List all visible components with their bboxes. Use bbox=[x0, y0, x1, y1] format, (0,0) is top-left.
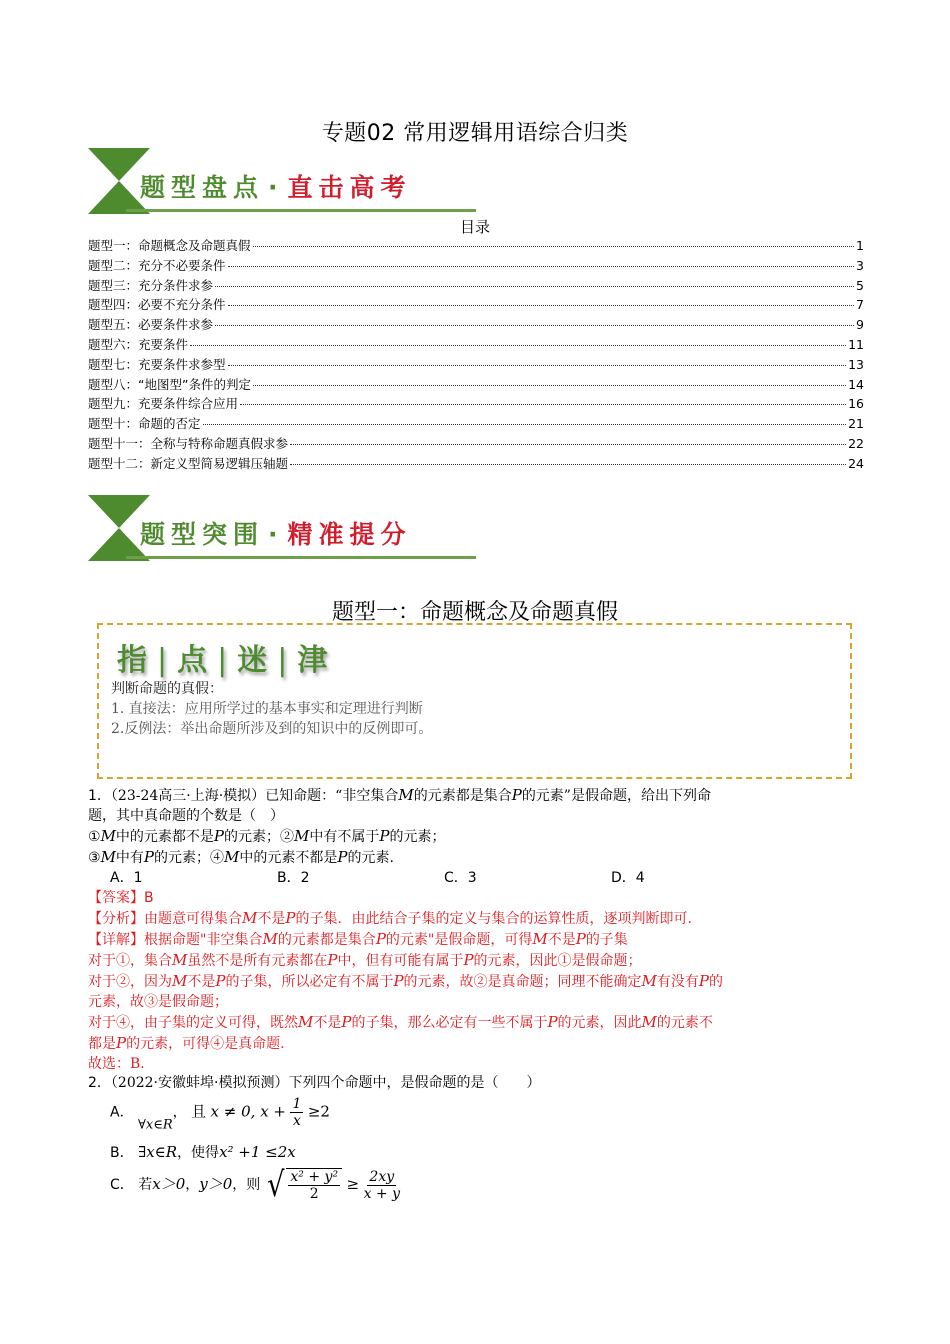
detail-text: 的元素，因此①是假命题； bbox=[473, 953, 642, 969]
fraction-numerator: 1 bbox=[292, 1096, 302, 1112]
stem-text: 的元素； bbox=[389, 829, 446, 845]
toc-item[interactable] bbox=[88, 236, 864, 256]
math-var: P bbox=[213, 827, 225, 845]
toc-item-page: 14 bbox=[848, 376, 864, 392]
table-of-contents bbox=[88, 236, 864, 474]
banner-dot: · bbox=[268, 173, 284, 202]
math-expression: ∃x∈R bbox=[138, 1143, 178, 1161]
detail-text: 对于①，集合 bbox=[88, 953, 172, 969]
toc-item-label: 题型九：充要条件综合应用 bbox=[88, 396, 239, 412]
math-var: M bbox=[242, 909, 258, 927]
stem-text: 已知命题：“非空集合 bbox=[265, 788, 399, 804]
toc-item-page: 5 bbox=[856, 277, 864, 293]
math-var: M bbox=[532, 930, 548, 948]
question-source: （23-24高三·上海·模拟） bbox=[110, 788, 266, 804]
toc-item-label: 题型二：充分不必要条件 bbox=[88, 257, 226, 273]
math-var: P bbox=[215, 972, 226, 990]
stem-text: ① bbox=[88, 829, 101, 845]
toc-item-label: 题型十二：新定义型简易逻辑压轴题 bbox=[88, 455, 289, 471]
tip-heading-char: 津 bbox=[297, 643, 332, 678]
stem-text: 题，其中真命题的个数是（ ） bbox=[88, 808, 284, 824]
math-var: P bbox=[393, 972, 404, 990]
analysis-text: 由题意可得集合 bbox=[144, 911, 242, 927]
toc-item-page: 3 bbox=[856, 257, 864, 273]
banner-green-text: 题型突围 bbox=[140, 520, 265, 549]
stem-text: 的元素；② bbox=[224, 829, 295, 845]
tip-separator: | bbox=[277, 643, 292, 678]
toc-item[interactable] bbox=[88, 355, 864, 375]
detail-text: 对于②，因为 bbox=[88, 974, 172, 990]
tip-heading-char: 指 bbox=[117, 643, 151, 678]
analysis bbox=[88, 908, 868, 929]
option-label: C． bbox=[110, 1177, 134, 1193]
tip-heading-char: 点 bbox=[177, 643, 212, 678]
stem-text: 的元素；④ bbox=[154, 850, 225, 866]
stem-text: 的元素”是假命题，给出下列命 bbox=[521, 788, 711, 804]
fraction bbox=[364, 1169, 400, 1202]
stem-text: ，使得 bbox=[177, 1145, 220, 1161]
math-var: P bbox=[698, 972, 709, 990]
toc-item[interactable] bbox=[88, 414, 864, 434]
math-var: P bbox=[379, 827, 390, 845]
stem-text: ，则 bbox=[232, 1177, 261, 1193]
section-title: 题型一：命题概念及命题真假 bbox=[331, 600, 618, 625]
math-var: P bbox=[341, 1013, 352, 1031]
detail-label: 【详解】 bbox=[88, 932, 144, 948]
option-b[interactable]: B．2 bbox=[277, 870, 310, 886]
detail-point-3 bbox=[88, 1012, 868, 1033]
toc-leader bbox=[215, 325, 854, 326]
math-var: P bbox=[575, 930, 586, 948]
detail-text: 的元素，可得④是真命题. bbox=[126, 1036, 285, 1052]
detail-text: 不是 bbox=[187, 974, 216, 990]
math-var: M bbox=[224, 848, 240, 866]
toc-item-page: 11 bbox=[848, 336, 864, 352]
question-2-stem bbox=[88, 1073, 868, 1093]
math-var: M bbox=[641, 972, 657, 990]
toc-item-label: 题型四：必要不充分条件 bbox=[88, 297, 226, 313]
tip-line: 2.反例法：举出命题所涉及到的知识中的反例即可。 bbox=[111, 721, 433, 737]
tip-line: 判断命题的真假： bbox=[111, 681, 223, 697]
tip-separator: | bbox=[217, 643, 232, 678]
detail-text: 不是 bbox=[313, 1015, 342, 1031]
question-2-option-a[interactable] bbox=[110, 1096, 330, 1133]
math-var: M bbox=[298, 1013, 314, 1031]
detail-text: 对于④，由子集的定义可得，既然 bbox=[88, 1015, 298, 1031]
math-expression: ≥2 bbox=[307, 1102, 330, 1121]
stem-text: 下列四个命题中，是假命题的是（ ） bbox=[288, 1075, 541, 1091]
conclusion: 故选：B. bbox=[88, 1056, 145, 1072]
math-var: M bbox=[172, 951, 188, 969]
banner-dot: · bbox=[268, 520, 284, 549]
banner-title bbox=[140, 515, 412, 551]
math-var: M bbox=[294, 827, 310, 845]
question-number: 2． bbox=[88, 1075, 111, 1091]
tip-line: 1. 直接法：应用所学过的基本事实和定理进行判断 bbox=[111, 701, 423, 717]
detail-text: 的子集，所以必定有不属于 bbox=[225, 974, 394, 990]
math-var: M bbox=[100, 827, 116, 845]
stem-text: 中有 bbox=[115, 850, 144, 866]
toc-item[interactable] bbox=[88, 454, 864, 474]
banner-breakthrough bbox=[88, 495, 478, 561]
toc-heading: 目录 bbox=[459, 218, 490, 236]
toc-leader bbox=[253, 385, 846, 386]
stem-text: 若 bbox=[138, 1177, 153, 1193]
detail-text: 有没有 bbox=[656, 974, 699, 990]
math-var: M bbox=[172, 972, 188, 990]
document-title: 专题02 常用逻辑用语综合归类 bbox=[321, 121, 629, 146]
toc-item[interactable] bbox=[88, 256, 864, 276]
toc-item-label: 题型十一：全称与特称命题真假求参 bbox=[88, 435, 289, 451]
toc-item[interactable] bbox=[88, 295, 864, 315]
option-d[interactable]: D．4 bbox=[611, 870, 645, 886]
detail-text: 的元素不 bbox=[656, 1015, 713, 1031]
math-expression: x＞0 bbox=[152, 1175, 186, 1193]
question-number: 1． bbox=[88, 788, 111, 804]
toc-leader bbox=[290, 464, 846, 465]
analysis-label: 【分析】 bbox=[88, 911, 144, 927]
math-expression: ∀x∈R bbox=[138, 1117, 173, 1133]
answer-label: 【答案】 bbox=[88, 890, 144, 906]
toc-item-label: 题型七：充要条件求参型 bbox=[88, 356, 226, 372]
banner-question-types-overview bbox=[88, 148, 478, 214]
toc-leader bbox=[240, 404, 846, 405]
detail-text: 虽然不是所有元素都在 bbox=[187, 953, 328, 969]
toc-leader bbox=[228, 266, 855, 267]
banner-underline bbox=[126, 209, 476, 212]
detail-text: 的 bbox=[709, 974, 723, 990]
tip-box bbox=[97, 623, 852, 779]
detail-text: 不是 bbox=[547, 932, 576, 948]
fraction-numerator: 2xy bbox=[369, 1168, 395, 1185]
math-var: P bbox=[547, 1013, 558, 1031]
question-2-option-c[interactable] bbox=[110, 1165, 400, 1205]
toc-item-page: 24 bbox=[848, 455, 864, 471]
toc-item[interactable] bbox=[88, 434, 864, 454]
answer-options bbox=[88, 868, 868, 888]
math-expression: y＞0 bbox=[199, 1175, 233, 1193]
detail-text: 的元素，故②是真命题；同理不能确定 bbox=[403, 974, 642, 990]
fraction-denominator: 2 bbox=[309, 1186, 319, 1202]
toc-item-page: 16 bbox=[848, 396, 864, 412]
toc-leader bbox=[215, 286, 854, 287]
math-var: P bbox=[511, 786, 522, 804]
math-var: P bbox=[285, 909, 296, 927]
math-var: P bbox=[337, 848, 348, 866]
fraction-denominator: x bbox=[292, 1113, 301, 1129]
stem-text: ③ bbox=[88, 850, 101, 866]
option-label: B． bbox=[110, 1145, 134, 1161]
stem-text: ， bbox=[172, 1104, 187, 1121]
toc-item-page: 9 bbox=[856, 317, 864, 333]
detail-point-3-cont bbox=[88, 1033, 868, 1054]
stem-text: 中的元素不都是 bbox=[239, 850, 338, 866]
tip-content bbox=[111, 679, 432, 739]
toc-item[interactable] bbox=[88, 394, 864, 414]
banner-underline bbox=[126, 556, 476, 559]
fraction bbox=[290, 1096, 303, 1129]
toc-item-label: 题型六：充要条件 bbox=[88, 336, 189, 352]
question-2-option-b[interactable] bbox=[110, 1142, 296, 1162]
square-root bbox=[265, 1165, 342, 1205]
statement-list-2 bbox=[88, 847, 868, 868]
detail-text: 都是 bbox=[88, 1036, 116, 1052]
detail-text: 根据命题"非空集合 bbox=[144, 932, 263, 948]
analysis-text: 的子集．由此结合子集的定义与集合的运算性质，逐项判断即可. bbox=[295, 911, 692, 927]
detail-point-2 bbox=[88, 971, 868, 992]
toc-leader bbox=[290, 444, 846, 445]
fraction bbox=[288, 1169, 340, 1202]
detail-text: 的元素，因此 bbox=[557, 1015, 642, 1031]
toc-item-label: 题型三：充分条件求参 bbox=[88, 277, 214, 293]
question-source: （2022·安徽蚌埠·模拟预测） bbox=[110, 1075, 289, 1091]
math-var: P bbox=[116, 1034, 127, 1052]
toc-leader bbox=[253, 246, 855, 247]
statement-list-1 bbox=[88, 826, 868, 847]
analysis-text: 不是 bbox=[257, 911, 286, 927]
toc-item[interactable] bbox=[88, 315, 864, 335]
option-c[interactable]: C．3 bbox=[444, 870, 477, 886]
fraction-numerator: x² + y² bbox=[290, 1169, 339, 1185]
stem-text: 的元素. bbox=[347, 850, 394, 866]
question-1-stem bbox=[88, 785, 868, 806]
banner-title bbox=[140, 168, 412, 204]
question-1 bbox=[88, 785, 868, 1074]
toc-item-page: 1 bbox=[856, 238, 864, 253]
math-var: M bbox=[641, 1013, 657, 1031]
answer-value: B bbox=[144, 890, 154, 906]
tip-separator: | bbox=[157, 643, 172, 678]
detail-text: 的子集 bbox=[585, 932, 628, 948]
toc-item-label: 题型五：必要条件求参 bbox=[88, 317, 214, 333]
toc-item-page: 7 bbox=[856, 297, 864, 313]
toc-item-label: 题型一：命题概念及命题真假 bbox=[88, 238, 251, 253]
answer bbox=[88, 888, 868, 908]
toc-item-label: 题型十：命题的否定 bbox=[88, 416, 201, 432]
detail-text: 的子集，那么必定有一些不属于 bbox=[351, 1015, 548, 1031]
detail-text: 中，但有可能有属于 bbox=[337, 953, 464, 969]
math-var: M bbox=[262, 930, 278, 948]
toc-item[interactable] bbox=[88, 335, 864, 355]
toc-leader bbox=[190, 345, 846, 346]
math-var: M bbox=[100, 848, 116, 866]
detail-text: 元素，故③是假命题； bbox=[88, 994, 228, 1010]
stem-text: ， bbox=[185, 1177, 200, 1193]
math-var: P bbox=[143, 848, 155, 866]
stem-text: 中有不属于 bbox=[309, 829, 380, 845]
math-expression: x ≠ 0, x + bbox=[210, 1102, 286, 1121]
stem-text: 的元素都是集合 bbox=[413, 788, 512, 804]
toc-leader bbox=[203, 424, 847, 425]
detail bbox=[88, 929, 868, 950]
detail-text: 的元素"是假命题，可得 bbox=[385, 932, 533, 948]
detail-text: 的元素都是集合 bbox=[277, 932, 376, 948]
stem-text: 且 bbox=[191, 1102, 207, 1121]
toc-item[interactable] bbox=[88, 375, 864, 395]
banner-red-text: 直击高考 bbox=[287, 173, 412, 202]
math-var: P bbox=[463, 951, 474, 969]
toc-item[interactable] bbox=[88, 276, 864, 296]
radical-sign-icon: √ bbox=[266, 1165, 285, 1205]
banner-green-text: 题型盘点 bbox=[140, 173, 265, 202]
fraction-denominator: x + y bbox=[363, 1185, 400, 1202]
detail-point-1 bbox=[88, 950, 868, 971]
math-var: M bbox=[398, 786, 414, 804]
math-expression: ≥ bbox=[346, 1175, 360, 1193]
math-var: P bbox=[327, 951, 338, 969]
tip-heading-char: 迷 bbox=[237, 643, 272, 678]
toc-item-page: 22 bbox=[848, 435, 864, 451]
toc-leader bbox=[228, 305, 855, 306]
math-var: P bbox=[375, 930, 386, 948]
toc-item-label: 题型八：“地图型”条件的判定 bbox=[88, 376, 251, 392]
toc-leader bbox=[228, 365, 847, 366]
tip-heading bbox=[117, 635, 331, 679]
option-a[interactable]: A．1 bbox=[110, 870, 143, 886]
toc-item-page: 13 bbox=[848, 356, 864, 372]
stem-text: 中的元素都不是 bbox=[115, 829, 214, 845]
math-expression: x² +1 ≤2x bbox=[219, 1143, 296, 1161]
banner-red-text: 精准提分 bbox=[287, 520, 412, 549]
toc-item-page: 21 bbox=[848, 416, 864, 432]
option-label: A． bbox=[110, 1104, 134, 1121]
